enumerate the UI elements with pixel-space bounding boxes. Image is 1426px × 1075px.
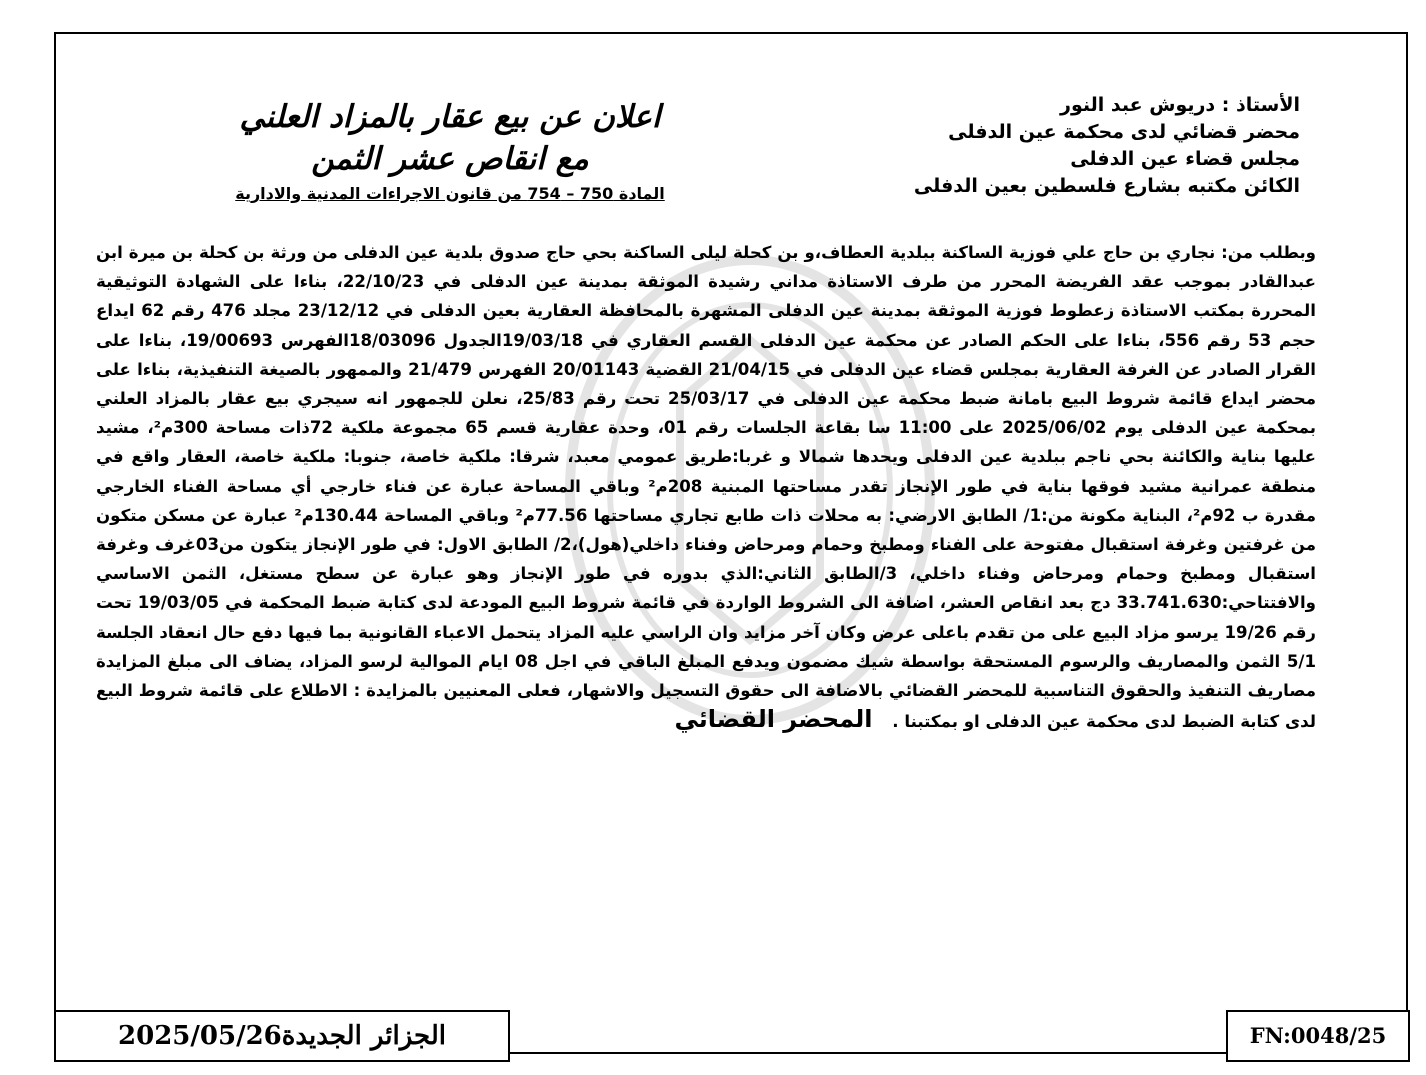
bailiff-council: مجلس قضاء عين الدفلى — [1070, 148, 1300, 170]
bailiff-name: الأستاذ : دريوش عبد النور — [1060, 94, 1300, 116]
bailiff-title: محضر قضائي لدى محكمة عين الدفلى — [948, 121, 1300, 143]
bailiff-info — [820, 92, 1300, 200]
announcement-header — [140, 96, 760, 203]
bailiff-address: الكائن مكتبه بشارع فلسطين بعين الدفلى — [913, 175, 1300, 197]
publication-box: الجزائر الجديدة2025/05/26 — [54, 1010, 510, 1062]
announcement-subtitle: مع انقاص عشر الثمن — [311, 141, 589, 177]
legal-article-reference: المادة 750 – 754 من قانون الاجراءات المدنية والادارية — [235, 184, 665, 203]
signature: المحضر القضائي — [674, 705, 873, 734]
announcement-paragraph: وبطلب من: نجاري بن حاج علي فوزية الساكنة ببلدية العطاف،و بن كحلة ليلى الساكنة بحي حاج صدوق بلدية عين الدفلى من ورثة بن كحلة بن ميرة ابن عبدالقادر بموجب عقد الفريضة المحرر من طرف الاستاذة مداني رشيدة الموثقة بمدينة عين الدفلى في 22/10/23، بناءا على الشهادة التوثيقية المحررة بمكتب الاستاذة زعطوط فوزية الموثقة بمدينة عين الدفلى المشهرة بالمحافظة العقارية بعين الدفلى في 23/12/12 مجلد 476 رقم 62 ايداع حجم 53 رقم 556، بناءا على الحكم الصادر عن محكمة عين الدفلى القسم العقاري في 19/03/18الجدول 18/03096الفهرس 19/00693، بناءا على القرار الصادر عن الغرفة العقارية بمجلس قضاء عين الدفلى في 21/04/15 القضية 20/01143 الفهرس 21/479 والممهور بالصيغة التنفيذية، بناءا على محضر ايداع قائمة شروط البيع بامانة ضبط محكمة عين الدفلى في 25/03/17 تحت رقم 25/83، نعلن للجمهور انه سيجري بيع عقار بالمزاد العلني بمحكمة عين الدفلى يوم 2025/06/02 على 11:00 سا بقاعة الجلسات رقم 01، وحدة عقارية قسم 65 مجموعة ملكية 72ذات مساحة 300م²، مشيد عليها بناية والكائنة بحي ناجم ببلدية عين الدفلى ويحدها شمالا و غربا:طريق عمومي معبد، شرقا: ملكية خاصة، جنوبا: ملكية خاصة، العقار واقع في منطقة عمرانية مشيد فوقها بناية في طور الإنجاز تقدر مساحتها المبنية 208م² وباقي المساحة عبارة عن فناء خارجي أي مساحة الفناء الخارجي مقدرة ب 92م²، البناية مكونة من:1/ الطابق الارضي: به محلات ذات طابع تجاري مساحتها 77.56م² وباقي المساحة 130.44م² عبارة عن مسكن متكون من غرفتين وغرفة استقبال مفتوحة على الفناء ومطبخ وحمام ومرحاض وفناء داخلي(هول)،2/ الطابق الاول: في طور الإنجاز يتكون من03غرف وغرفة استقبال ومطبخ وحمام ومرحاض وفناء داخلي، 3/الطابق الثاني:الذي بدوره في طور الإنجاز وهو عبارة عن سطح مستغل، الثمن الاساسي والافتتاحي:33.741.630 دج بعد انقاص العشر، اضافة الى الشروط الواردة في قائمة شروط البيع المودعة لدى كتابة ضبط المحكمة في 19/03/05 تحت رقم 19/26 يرسو مزاد البيع على من تقدم باعلى عرض وكان آخر مزايد وان الراسي عليه المزاد يتحمل الاعباء القانونية بما فيها دفع حال انعقاد الجلسة 5/1 الثمن والمصاريف والرسوم المستحقة بواسطة شيك مضمون ويدفع المبلغ الباقي في اجل 08 ايام الموالية لرسو المزاد، يضاف الى مبلغ المزايدة مصاريف التنفيذ والحقوق التناسبية للمحضر القضائي بالاضافة الى حقوق التسجيل والاشهار، فعلى المعنيين بالمزايدة : الاطلاع على قائمة شروط البيع لدى كتابة الضبط لدى محكمة عين الدفلى او بمكتبنا . — [96, 243, 1317, 732]
announcement-body — [96, 238, 1316, 736]
announcement-title: اعلان عن بيع عقار بالمزاد العلني — [239, 99, 661, 135]
file-number-box: FN:0048/25 — [1226, 1010, 1410, 1062]
